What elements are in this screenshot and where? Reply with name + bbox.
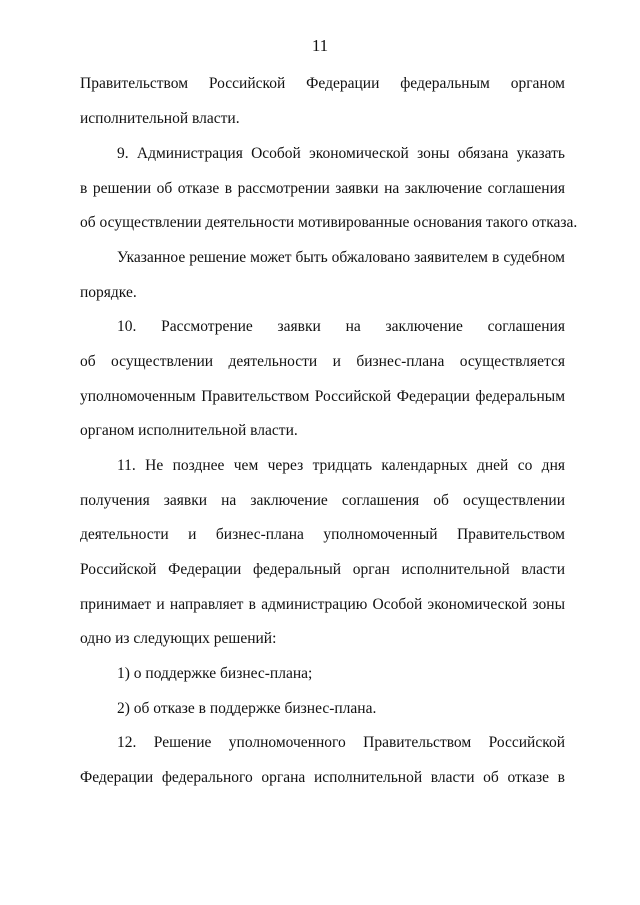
text-line: 12. Решение уполномоченного Правительством Российской: [117, 734, 565, 751]
text-line: получения заявки на заключение соглашения об осуществлении: [80, 492, 565, 509]
text-line: Федерации федерального органа исполнительной власти об отказе в: [80, 769, 565, 786]
text-line: органом исполнительной власти.: [80, 422, 298, 439]
text-line: 9. Администрация Особой экономической зоны обязана указать: [117, 145, 565, 162]
text-line: об осуществлении деятельности мотивированные основания такого отказа.: [80, 214, 578, 231]
text-line: 11. Не позднее чем через тридцать календарных дней со дня: [117, 457, 565, 474]
page-number: 11: [311, 36, 329, 55]
text-line: Российской Федерации федеральный орган исполнительной власти: [80, 561, 565, 578]
text-line: Правительством Российской Федерации федеральным органом: [80, 75, 565, 92]
text-line: деятельности и бизнес-плана уполномоченный Правительством: [80, 526, 565, 543]
list-item: 2) об отказе в поддержке бизнес-плана.: [117, 700, 377, 717]
text-line: в решении об отказе в рассмотрении заявки на заключение соглашения: [80, 180, 565, 197]
text-line: одно из следующих решений:: [80, 630, 277, 647]
text-line: об осуществлении деятельности и бизнес-плана осуществляется: [80, 353, 565, 370]
text-line: уполномоченным Правительством Российской Федерации федеральным: [80, 388, 565, 405]
text-line: 10. Рассмотрение заявки на заключение соглашения: [117, 318, 565, 335]
list-item: 1) о поддержке бизнес-плана;: [117, 665, 313, 682]
text-line: принимает и направляет в администрацию Особой экономической зоны: [80, 596, 565, 613]
text-line: порядке.: [80, 284, 137, 301]
text-line: Указанное решение может быть обжаловано заявителем в судебном: [117, 249, 565, 266]
text-line: исполнительной власти.: [80, 110, 240, 127]
